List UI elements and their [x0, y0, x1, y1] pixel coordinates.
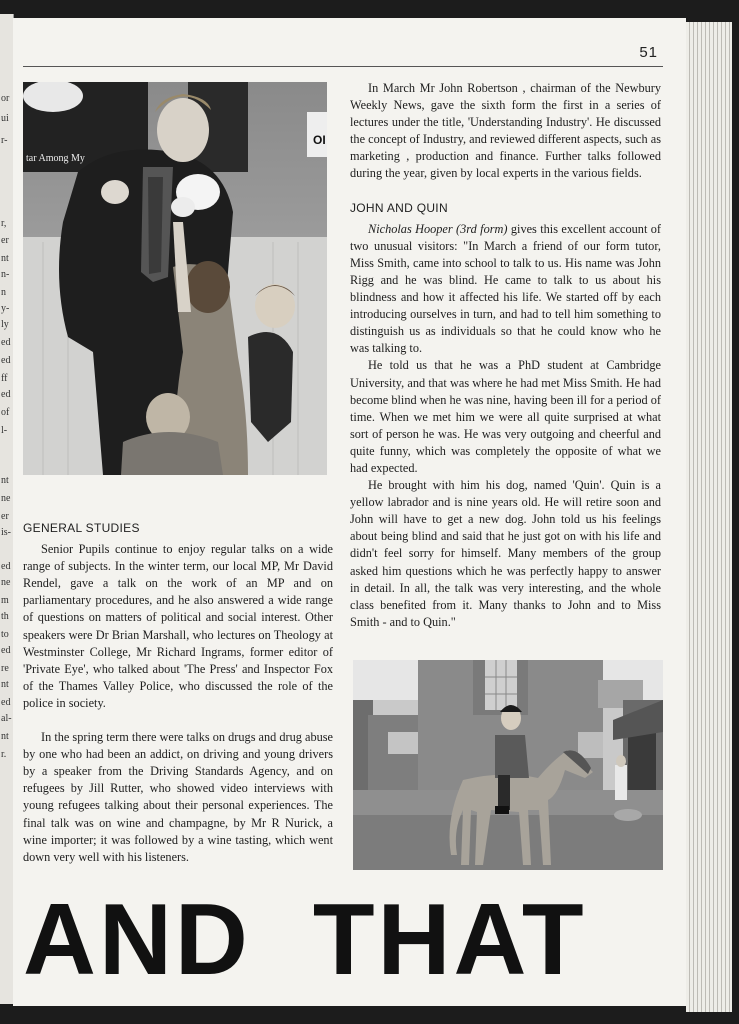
adjacent-page-text-fragment: ui: [1, 113, 9, 124]
poster-side-text: OI: [313, 133, 326, 147]
adjacent-page-text-fragment: y-: [1, 303, 10, 314]
adjacent-page-text-fragment: to: [1, 629, 9, 640]
adjacent-page-text-fragment: ed: [1, 389, 11, 400]
adjacent-page-text-fragment: r,: [1, 218, 7, 229]
adjacent-page-text-fragment: n-: [1, 269, 10, 280]
adjacent-page-text-fragment: nt: [1, 731, 9, 742]
adjacent-page-text-fragment: ff: [1, 373, 8, 384]
paragraph-text: gives this excellent account of two unusual visitors: "In March a friend of our form tutor, Miss Smith, came into school to talk to us. His name was John Rigg and he was blind. He came to talk to us about his blindness and how it affected his life. We started off by each introducing ourselves in turn, and had to tell him something to distinguish us as individuals so that he could know who he was talking to.: [350, 221, 662, 356]
adjacent-page-text-fragment: r-: [1, 135, 8, 146]
adjacent-page-text-fragment: nt: [1, 475, 9, 486]
adjacent-page-text-fragment: l-: [1, 425, 8, 436]
adjacent-page-text-fragment: is-: [1, 527, 11, 538]
big-title: [23, 884, 663, 996]
adjacent-page-text-fragment: ed: [1, 561, 11, 572]
adjacent-page-text-fragment: n: [1, 287, 6, 298]
poster-text: tar Among My: [26, 153, 85, 164]
adjacent-page-text-fragment: ne: [1, 577, 11, 588]
header-rule: [23, 66, 663, 67]
adjacent-page-text-fragment: ed: [1, 337, 11, 348]
adjacent-page-text-fragment: th: [1, 611, 9, 622]
book-page-edges: [686, 22, 732, 1012]
general-studies-paragraph: Senior Pupils continue to enjoy regular talks on a wide range of subjects. In the winter term, our local MP, Mr David Rendel, gave a talk on the work of an MP and on parliamentary procedures, and he also answered a wide range of questions on matters of political and social interest. Other speakers were Dr Brian Marshall, who lectures on Theology at Westminster College, Mr Richard Ingrams, former editor of 'Private Eye', who talked about 'The Press' and Inspector Fox of the Thames Valley Police, who discussed the role of the police in society.: [23, 542, 333, 710]
adjacent-page-text-fragment: nt: [1, 679, 9, 690]
adjacent-page-text-fragment: al-: [1, 713, 12, 724]
book-page: [13, 18, 686, 1006]
adjacent-page-text-fragment: or: [1, 93, 10, 104]
photo-speaker-with-children: [23, 82, 327, 475]
general-studies-paragraph: In the spring term there were talks on drugs and drug abuse by one who had been an addict, on driving and young drivers by a speaker from the Driving Standards Agency, and on refugees by Jill Rutter, who showed video interviews with young refugees talking about their personal experiences. The final talk was on wine and champagne, by Mr R Nurick, a wine importer; it was followed by a wine tasting, which went down very well with his listeners.: [23, 730, 333, 864]
adjacent-page-text-fragment: r.: [1, 749, 7, 760]
john-and-quin-paragraph: He told us that he was a PhD student at Cambridge University, and that was where he had met Miss Smith. He had become blind when he was nine, having been ill for a period of time. When we met him we were all quite surprised at what sort of person he was. He was very outgoing and cheerful and quite funny, which was completely the opposite of what we had expected.: [350, 358, 661, 475]
adjacent-page-text-fragment: ne: [1, 493, 11, 504]
adjacent-page-text-fragment: ed: [1, 697, 11, 708]
adjacent-page-text-fragment: of: [1, 407, 10, 418]
big-title-word: THAT: [312, 884, 587, 996]
adjacent-page-text-fragment: nt: [1, 253, 9, 264]
industry-lecture-paragraph: In March Mr John Robertson , chairman of the Newbury Weekly News, gave the sixth form the first in a series of lectures under the title, 'Understanding Industry'. He discussed the concept of Industry, and reviewed different aspects, such as marketing , production and finance. Further talks followed during the year, given by local experts in the various fields.: [350, 81, 661, 181]
john-and-quin-paragraph: [350, 221, 661, 358]
photo-rider-on-horse: [353, 660, 663, 870]
adjacent-page-text-fragment: m: [1, 595, 9, 606]
adjacent-page-text-fragment: ed: [1, 355, 11, 366]
right-column: [350, 80, 661, 631]
john-and-quin-heading: JOHN AND QUIN: [350, 200, 448, 215]
adjacent-page-text-fragment: er: [1, 235, 9, 246]
john-and-quin-paragraph: He brought with him his dog, named 'Quin'. Quin is a yellow labrador and is nine years old. He will retire soon and John will have to get a new dog. John told us his feelings about being blind and said that he just got on with his life and didn't feel sorry for himself. Many members of the group asked him questions which he was perfectly happy to answer in detail. In all, the talk was very interesting, and the whole class benefited from it. Many thanks to John and to Miss Smith - and to Quin.": [350, 478, 661, 629]
adjacent-page-text-fragment: ly: [1, 319, 9, 330]
page-number: 51: [639, 44, 658, 61]
general-studies-column: [23, 520, 333, 866]
adjacent-page-text-fragment: ed: [1, 645, 11, 656]
general-studies-heading: GENERAL STUDIES: [23, 521, 140, 535]
big-title-word: AND: [23, 884, 251, 996]
byline: Nicholas Hooper (3rd form): [368, 221, 508, 236]
adjacent-page-edge: [0, 14, 14, 1004]
adjacent-page-text-fragment: er: [1, 511, 9, 522]
adjacent-page-text-fragment: re: [1, 663, 9, 674]
